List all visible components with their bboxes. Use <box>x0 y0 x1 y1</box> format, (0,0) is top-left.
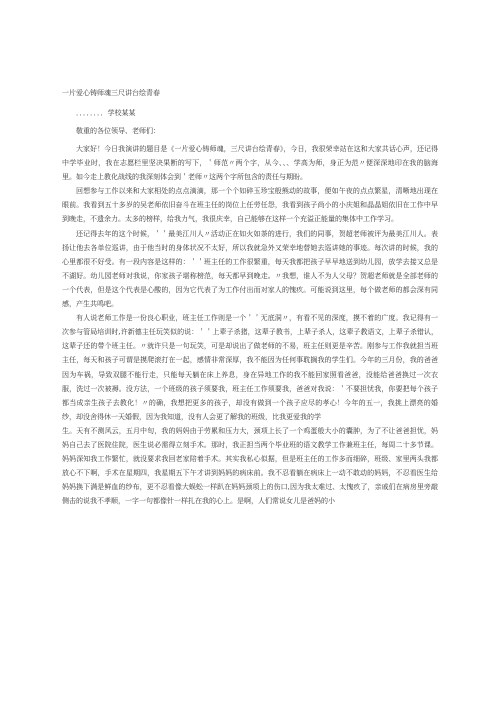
document-title: 一片爱心铸师魂三尺讲台绘青春 <box>62 89 160 97</box>
paragraph-4: 有人说老师工作是一份良心职业，班主任工作则是一个＇＇无底洞〃，有看不见的深度，摸不着的广度。我记得有一次参与管局培训时,许新德主任玩笑似的说：＇＇上辈子杀猪，这辈子教书，上辈子杀人，这辈子教语文，上辈子杀错认，这辈子还的带个班主任。〃就许只是一句玩笑，可是却说出了做老师的不易，班主任则更是辛苦。刚参与工作我就担当班主任，每天和孩子可谓是摸爬滚打在一起，感情非常深厚，我不能因为任何事耽搁我的学生们。今年的三月份，我的爸爸因为车祸，导致双腿不能行走，只能每天躺在床上养息，身在异地工作的我不能回家照看爸爸，没能给爸爸换过一次衣服，洗过一次被褥。没方法，一个班级的孩子须要我，班主任工作须要我，爸爸对我说：＇不要担忧我，你要把每个孩子都当成亲生孩子去教化！〃的确，我想把更多的孩子，却没有做到一个孩子应尽的孝心！今年的五一，我挑上漂亮的婚纱，却没舍得休一天婚假，因为我知道，没有人会更了解我的班级，比我更爱我的学 <box>62 314 438 421</box>
paragraph-5: 生。天有不测风云，五月中旬，我的妈妈由于劳累和压力大，颈项上长了一个鸡蛋般大小的囊肿，为了不让爸爸担忧，妈妈自己去了医院住院，医生说必需得立刻手术。那时，我正担当两个毕业班的语文教学工作兼班主任，每周二十多节课。妈妈深知我工作繁忙，就没要求我回老家陪着手术。其实我私心似据，但是班主任的工作多而细碎，班级、家里两头我都放心不下啊，手术在星期四，我星期五下午才讲到妈妈的病床前。我不忍看躺在病床上一动不敢动的妈妈，不忍看医生给妈妈换下满是鲜血的纱布，更不忍看像大蜈蚣一样趴在妈妈颈项上的伤口,因为我太难过、太愧疚了，亲戚们在病房里旁敲侧击的说我不孝顺，一字一句都像针一样扎在我的心上。是啊，人们常说女儿是爸妈的小 <box>62 426 438 506</box>
paragraph-2: 回想参与工作以来和大家相处的点点滴滴，那一个个如碎玉珍宝般熊动的故事，便如午夜的点点繁星，清晰地出现在眼前。我看到五十多岁的吴老师依旧奋斗在班主任的岗位上任劳任怨，我看到孩子尚小的小庆姐和晶晶姐依旧在工作中早到晚走，不遗余力。太多的榜样，给我力气，我很庆幸，自己能够在这样一个充溢正能量的集体中工作学习。 <box>62 187 438 224</box>
paragraph-3: 还记得去年的这个时候，＇＇最美江川人〃活动正在如火如荼的进行，我们的同事，贺超老师被评为最美江川人。表扬让他去各单位巡讲，由于他当时的身体状况不太好，所以我就急外又荣幸地替她去巡讲她的事迹。每次讲的时候，我的心里都很不好受。有一段内容是这样的：＇＇班主任的工作很繁重，每天我都把孩子早早地送到幼儿园，放学去接又总是不湖好。幼儿园老师对我说，你家孩子堪称榜范，每天都早到晚走。〃我想，谁人不为人父母？贺超老师就是全部老师的一个代表，但是这个代表是心酸的，因为它代表了为工作付出而对家人的愧疚。可能说到这里，每个做老师的都会深有同感，产生共鸣吧。 <box>62 229 438 309</box>
document-greeting: 敬重的各位领导、老师们： <box>76 127 160 135</box>
document-author: ．．．．．．．．学校某某 <box>76 109 136 117</box>
paragraph-1: 大家好！今日我演讲的题目是《一片爱心铸师魂，三尺讲台绘青春》，今日，我很荣幸站在这和大家共话心声，还记得中学毕业时，我在志愿栏里坚决果断的写下，＇师范〃两个字，从今、、、学高为师，身正为范〃便深深地印在我的脑海里。如今走上教化战线的我深刻体会到＇老师〃这两个字所包含的责任与期盼。 <box>62 145 438 182</box>
